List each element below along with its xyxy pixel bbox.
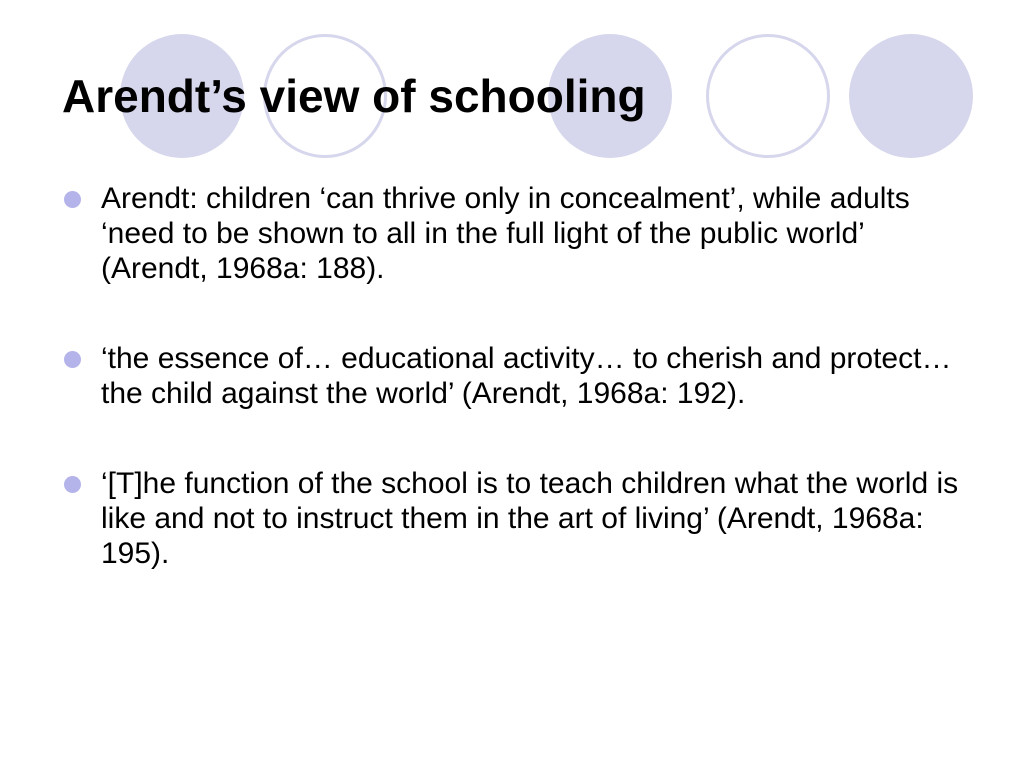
bullet-text: Arendt: children ‘can thrive only in concealment’, while adults ‘need to be shown to all in the full light of the public world’ (Arendt, 1968a: 188).	[101, 182, 910, 285]
bullet-list	[64, 181, 969, 626]
decor-circle-filled-3	[849, 34, 973, 158]
bullet-item	[64, 181, 969, 286]
bullet-text: ‘the essence of… educational activity… to cherish and protect… the child against the world’ (Arendt, 1968a: 192).	[101, 342, 952, 410]
bullet-dot-icon	[64, 476, 81, 493]
bullet-item	[64, 466, 969, 571]
bullet-text: ‘[T]he function of the school is to teach children what the world is like and not to instruct them in the art of living’ (Arendt, 1968a: 195).	[101, 467, 959, 570]
bullet-item	[64, 341, 969, 411]
slide-title: Arendt’s view of schooling	[62, 70, 646, 122]
decor-circle-outline-2	[706, 34, 830, 158]
bullet-dot-icon	[64, 351, 81, 368]
bullet-dot-icon	[64, 191, 81, 208]
